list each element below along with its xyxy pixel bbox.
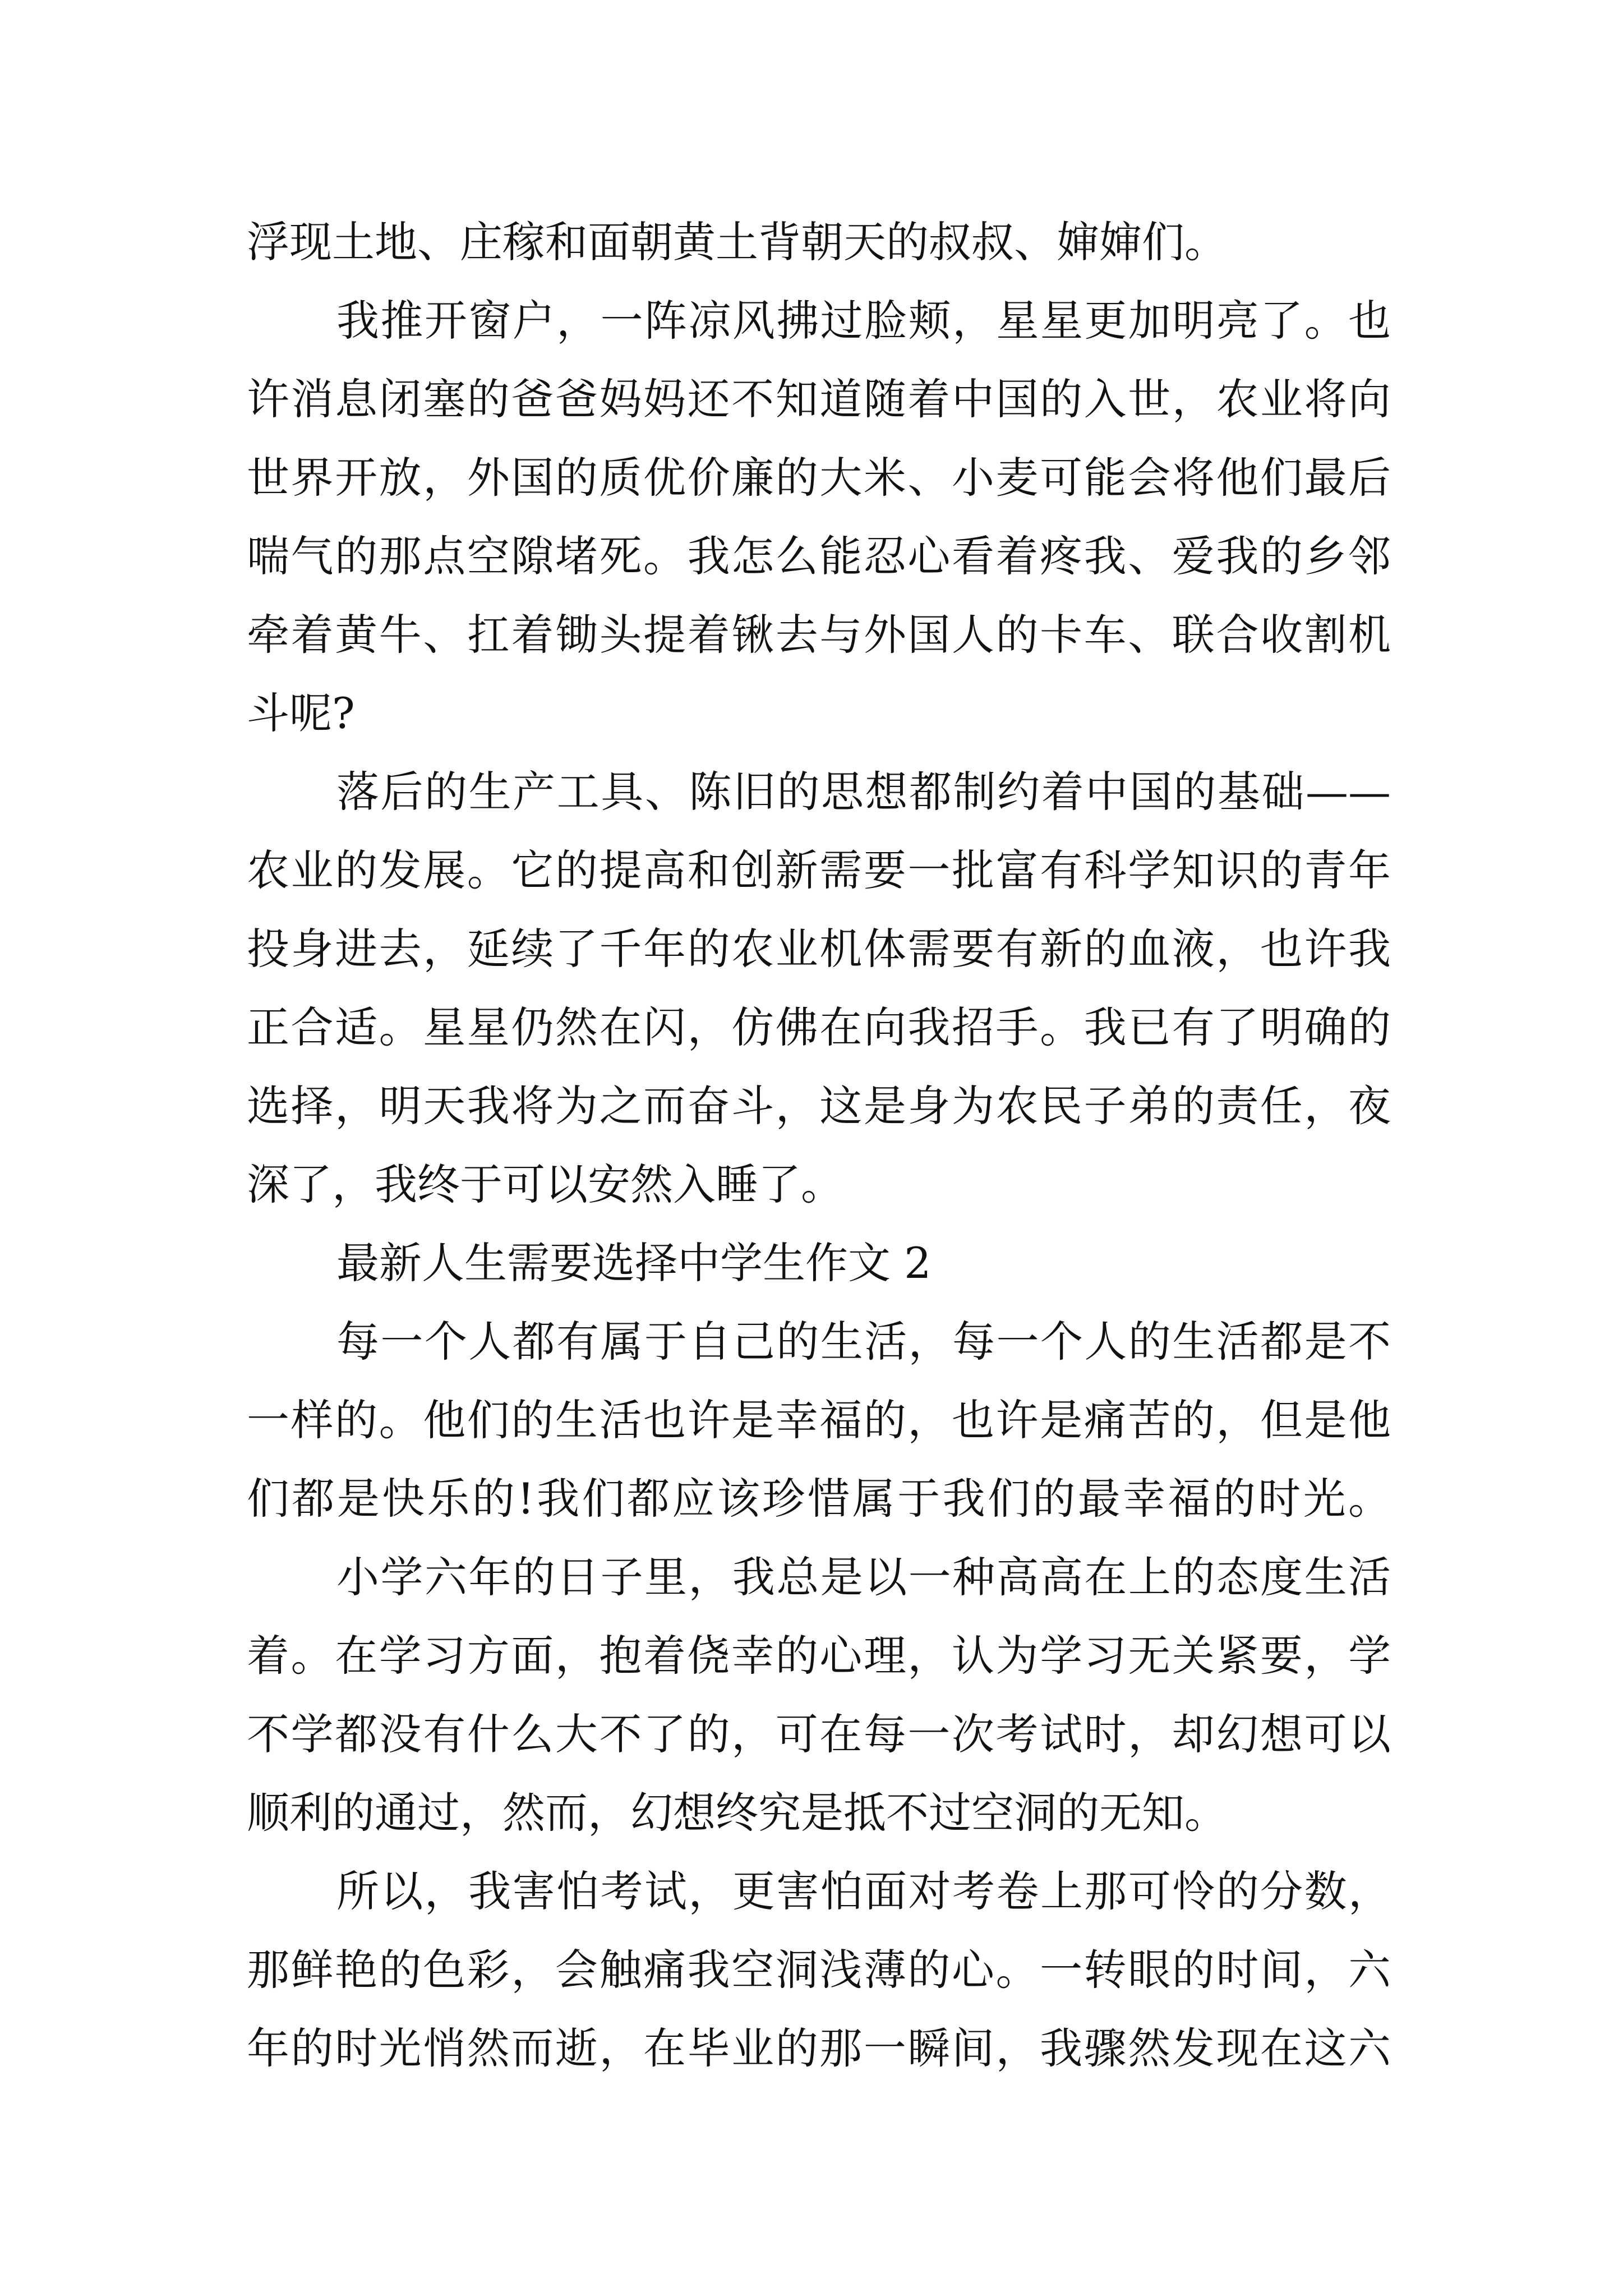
- text-line: 一样的。他们的生活也许是幸福的，也许是痛苦的，但是他: [247, 1395, 1391, 1445]
- text-line: 深了，我终于可以安然入睡了。: [247, 1159, 843, 1209]
- text-line: 投身进去，延续了千年的农业机体需要有新的血液，也许我: [247, 924, 1391, 974]
- text-line: 喘气的那点空隙堵死。我怎么能忍心看着疼我、爱我的乡邻: [247, 531, 1391, 581]
- text-line: 农业的发展。它的提高和创新需要一批富有科学知识的青年: [247, 845, 1391, 895]
- text-line: 我推开窗户，一阵凉风拂过脸颊，星星更加明亮了。也: [336, 296, 1391, 346]
- text-line: 不学都没有什么大不了的，可在每一次考试时，却幻想可以: [247, 1709, 1391, 1759]
- section-heading: 最新人生需要选择中学生作文 2: [336, 1238, 932, 1288]
- text-line: 正合适。星星仍然在闪，仿佛在向我招手。我已有了明确的: [247, 1002, 1391, 1052]
- text-line: 落后的生产工具、陈旧的思想都制约着中国的基础——: [336, 767, 1391, 817]
- text-line: 顺利的通过，然而，幻想终究是抵不过空洞的无知。: [247, 1788, 1227, 1838]
- text-line: 斗呢?: [247, 688, 355, 738]
- text-line: 着。在学习方面，抱着侥幸的心理，认为学习无关紧要，学: [247, 1631, 1391, 1681]
- body-text: [247, 203, 1391, 2088]
- text-line: 小学六年的日子里，我总是以一种高高在上的态度生活: [336, 1552, 1391, 1602]
- text-line: 选择，明天我将为之而奋斗，这是身为农民子弟的责任，夜: [247, 1081, 1391, 1131]
- text-line: 牵着黄牛、扛着锄头提着锹去与外国人的卡车、联合收割机: [247, 610, 1391, 660]
- text-line: 世界开放，外国的质优价廉的大米、小麦可能会将他们最后: [247, 453, 1391, 503]
- text-line: 们都是快乐的!我们都应该珍惜属于我们的最幸福的时光。: [247, 1474, 1391, 1524]
- text-line: 所以，我害怕考试，更害怕面对考卷上那可怜的分数，: [336, 1866, 1391, 1916]
- text-line: 许消息闭塞的爸爸妈妈还不知道随着中国的入世，农业将向: [247, 374, 1391, 424]
- text-line: 那鲜艳的色彩，会触痛我空洞浅薄的心。一转眼的时间，六: [247, 1945, 1391, 1995]
- text-line: 年的时光悄然而逝，在毕业的那一瞬间，我骤然发现在这六: [247, 2023, 1391, 2073]
- text-line: 每一个人都有属于自己的生活，每一个人的生活都是不: [336, 1317, 1391, 1366]
- text-line: 浮现土地、庄稼和面朝黄土背朝天的叔叔、婶婶们。: [247, 217, 1227, 267]
